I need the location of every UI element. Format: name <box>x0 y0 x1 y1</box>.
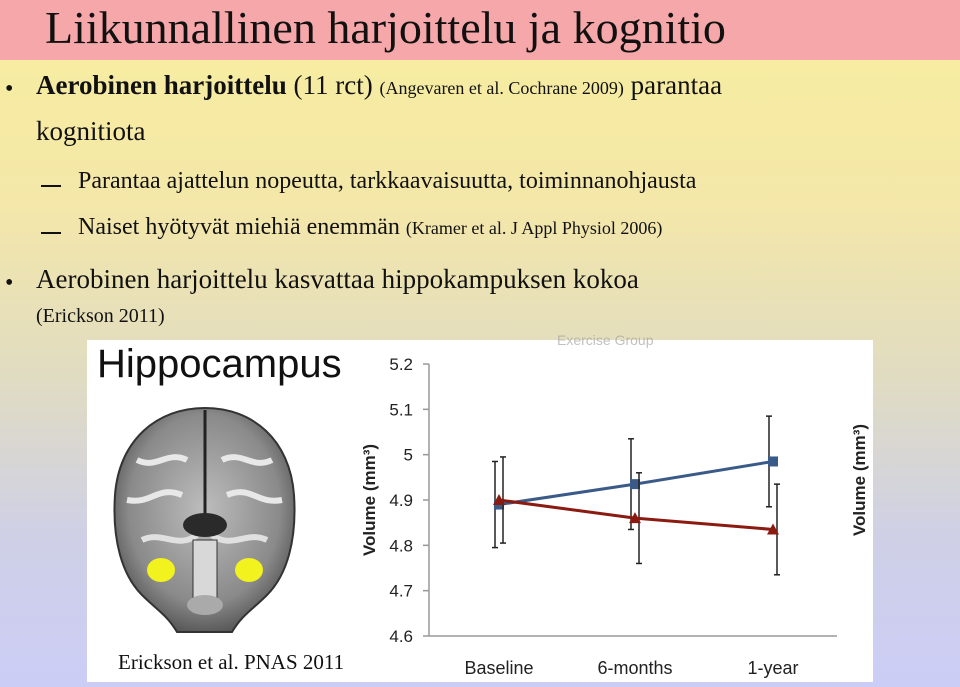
sub-bullet-women-text: Naiset hyötyvät miehiä enemmän <box>78 214 406 240</box>
bullet-hippocampus: Aerobinen harjoittelu kasvattaa hippokampuksen kokoa <box>36 264 639 294</box>
faint-overlay-text: Exercise Group <box>557 332 654 348</box>
figure-caption: Erickson et al. PNAS 2011 <box>118 650 345 674</box>
sub-bullet-women <box>78 214 662 241</box>
bullet-aerobic-mid: (11 rct) <box>286 70 380 100</box>
title-bar <box>0 0 960 60</box>
y-tick-label: 4.7 <box>389 581 413 601</box>
y-tick-label: 5.2 <box>389 355 413 374</box>
data-point-aerobic <box>768 456 778 466</box>
brain-mri-image <box>97 400 312 650</box>
figure-title: Hippocampus <box>97 342 342 386</box>
y-tick-label: 4.9 <box>389 491 413 510</box>
y-tick-label: 5 <box>403 445 413 465</box>
y-tick-label: 5.1 <box>389 400 413 420</box>
x-tick-label: 1-year <box>747 658 799 678</box>
bullet-marker: • <box>5 76 14 102</box>
sub-bullet-speed: Parantaa ajattelun nopeutta, tarkkaavaisuutta, toiminnanohjausta <box>78 168 697 194</box>
hippocampus-right-highlight <box>235 558 263 582</box>
sub-bullet-dash <box>41 185 61 187</box>
slide-title: Liikunnallinen harjoittelu ja kognitio <box>45 2 726 53</box>
bullet-aerobic-bold: Aerobinen harjoittelu <box>36 70 287 100</box>
figure-panel <box>87 332 873 682</box>
y-axis-label-right: Volume (mm³) <box>850 423 869 537</box>
bullet-aerobic-ref: (Angevaren et al. Cochrane 2009) <box>379 78 624 98</box>
bullet-hippocampus-ref: (Erickson 2011) <box>36 305 165 327</box>
sub-bullet-women-ref: (Kramer et al. J Appl Physiol 2006) <box>405 218 663 238</box>
y-axis-label: Volume (mm³) <box>360 443 379 557</box>
y-tick-label: 4.8 <box>389 536 413 556</box>
bullet-aerobic-line2: kognitiota <box>36 116 146 146</box>
bullet-aerobic-line1 <box>36 70 722 101</box>
volume-line-chart <box>337 340 873 682</box>
bullet-aerobic-tail: parantaa <box>623 70 723 100</box>
x-tick-label: 6-months <box>597 658 673 678</box>
hippocampus-left-highlight <box>147 558 175 582</box>
x-tick-label: Baseline <box>464 658 534 678</box>
y-tick-label: 4.6 <box>389 627 413 646</box>
sub-bullet-dash <box>41 232 61 234</box>
bullet-marker: • <box>5 270 14 296</box>
